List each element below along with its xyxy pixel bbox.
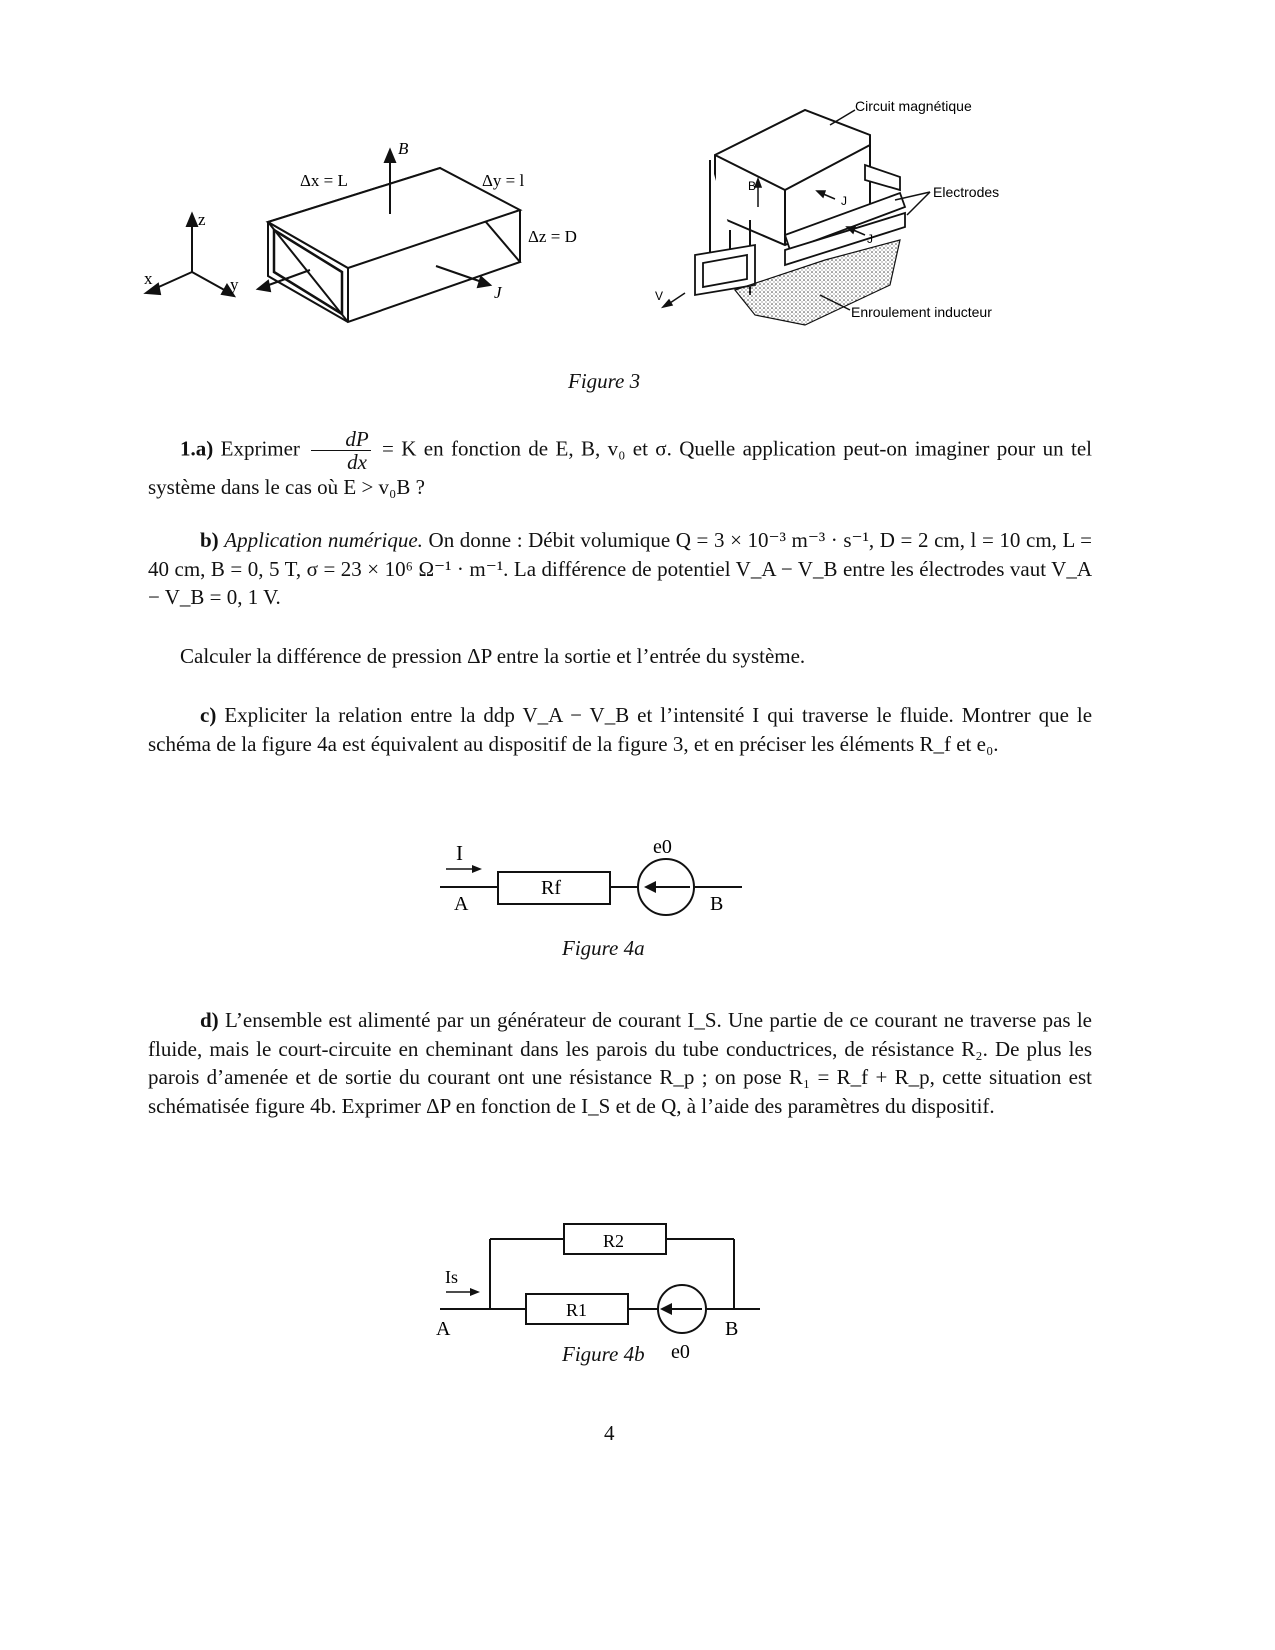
A-label: A: [436, 1318, 451, 1340]
current-arrow: [472, 865, 482, 873]
R2-label: R2: [603, 1231, 625, 1251]
J-arrow-right: [436, 266, 490, 287]
circuit-magnetique-label: Circuit magnétique: [855, 98, 972, 114]
q1b-italic: Application numérique.: [224, 528, 423, 552]
question-1d: [148, 1006, 1092, 1120]
page-number: 4: [604, 1421, 615, 1445]
axis-z-label: z: [198, 210, 206, 229]
e0-label: e0: [671, 1341, 690, 1363]
q1b2-text: Calculer la différence de pression ΔP entre la sortie et l’entrée du système.: [180, 644, 806, 668]
J-arrow-left: [258, 270, 310, 291]
e0-label: e0: [653, 836, 672, 858]
question-1b-calc: [148, 642, 1092, 671]
q1b-lead: b): [200, 528, 219, 552]
figure3-caption: Figure 3: [568, 369, 641, 393]
q1d-text: L’ensemble est alimenté par un générateur de courant I_S. Une partie de ce courant ne traverse pas le fluide, mais le court-circuite en cheminant dans les parois du tube conductrices, de résistance R₂. De plus les parois d’amenée et de sortie du courant ont une résistance R_p ; on pose R₁ = R_f + R_p, cette situation est schématisée figure 4b. Exprimer ΔP en fonction de I_S et de Q, à l’aide des paramètres du dispositif.: [148, 1008, 1092, 1118]
enroulement-label: Enroulement inducteur: [851, 304, 992, 320]
dy-label: Δy = l: [482, 171, 525, 190]
axis-x-label: x: [144, 269, 153, 288]
B-label: B: [725, 1318, 739, 1340]
frac-denominator: dx: [347, 450, 367, 474]
q1a-lead: 1.a): [180, 436, 214, 461]
J-label: J: [494, 283, 502, 302]
figure4b-caption: Figure 4b: [562, 1342, 645, 1366]
question-1b: [148, 526, 1092, 612]
Rf-label: Rf: [541, 877, 561, 899]
axes-triad: [146, 214, 234, 296]
q1a-text-after: = K en fonction de E, B, v₀ et σ. Quelle application peut-on imaginer pour un tel système dans le cas où E > v₀B ?: [148, 436, 1093, 499]
current-arrow: [470, 1288, 480, 1296]
B-label: B: [710, 893, 724, 915]
q1d-lead: d): [200, 1008, 219, 1032]
q1c-lead: c): [200, 703, 217, 727]
device-J1-label: J: [841, 194, 847, 208]
I-label: I: [456, 841, 463, 865]
device-J2-label: J: [867, 232, 873, 246]
figure3-box-diagram: [140, 130, 610, 340]
dP-dx-fraction: [311, 428, 370, 473]
dx-label: Δx = L: [300, 171, 348, 190]
figure3-device-sketch: [655, 95, 1075, 345]
electrodes-label: Electrodes: [933, 184, 1000, 200]
figure4a-caption: Figure 4a: [562, 936, 645, 960]
frac-numerator: dP: [311, 428, 370, 451]
dz-label: Δz = D: [528, 227, 577, 246]
q1c-text: Expliciter la relation entre la ddp V_A − V_B et l’intensité I qui traverse le fluide. Montrer que le schéma de la figure 4a est équivalent au dispositif de la figure 3, et en préciser les éléments R_f et e₀.: [148, 703, 1093, 756]
q1b-text: On donne : Débit volumique Q = 3 × 10⁻³ m⁻³ · s⁻¹, D = 2 cm, l = 10 cm, L = 40 cm, B = 0, 5 T, σ = 23 × 10⁶ Ω⁻¹ · m⁻¹. La différence de potentiel V_A − V_B entre les électrodes vaut V_A − V_B = 0, 1 V.: [148, 528, 1092, 609]
Is-label: Is: [445, 1267, 458, 1287]
figure4a-circuit: [430, 830, 770, 940]
question-1c: [148, 701, 1092, 758]
question-1a: [148, 428, 1092, 502]
axis-y-label: y: [230, 275, 239, 294]
device-V-label: V: [655, 289, 664, 303]
B-label: B: [398, 139, 409, 158]
conductor-box: [268, 168, 520, 322]
R1-label: R1: [566, 1300, 588, 1320]
q1a-text-before: Exprimer: [220, 436, 300, 461]
device-B-label: B: [748, 179, 757, 193]
A-label: A: [454, 893, 469, 915]
